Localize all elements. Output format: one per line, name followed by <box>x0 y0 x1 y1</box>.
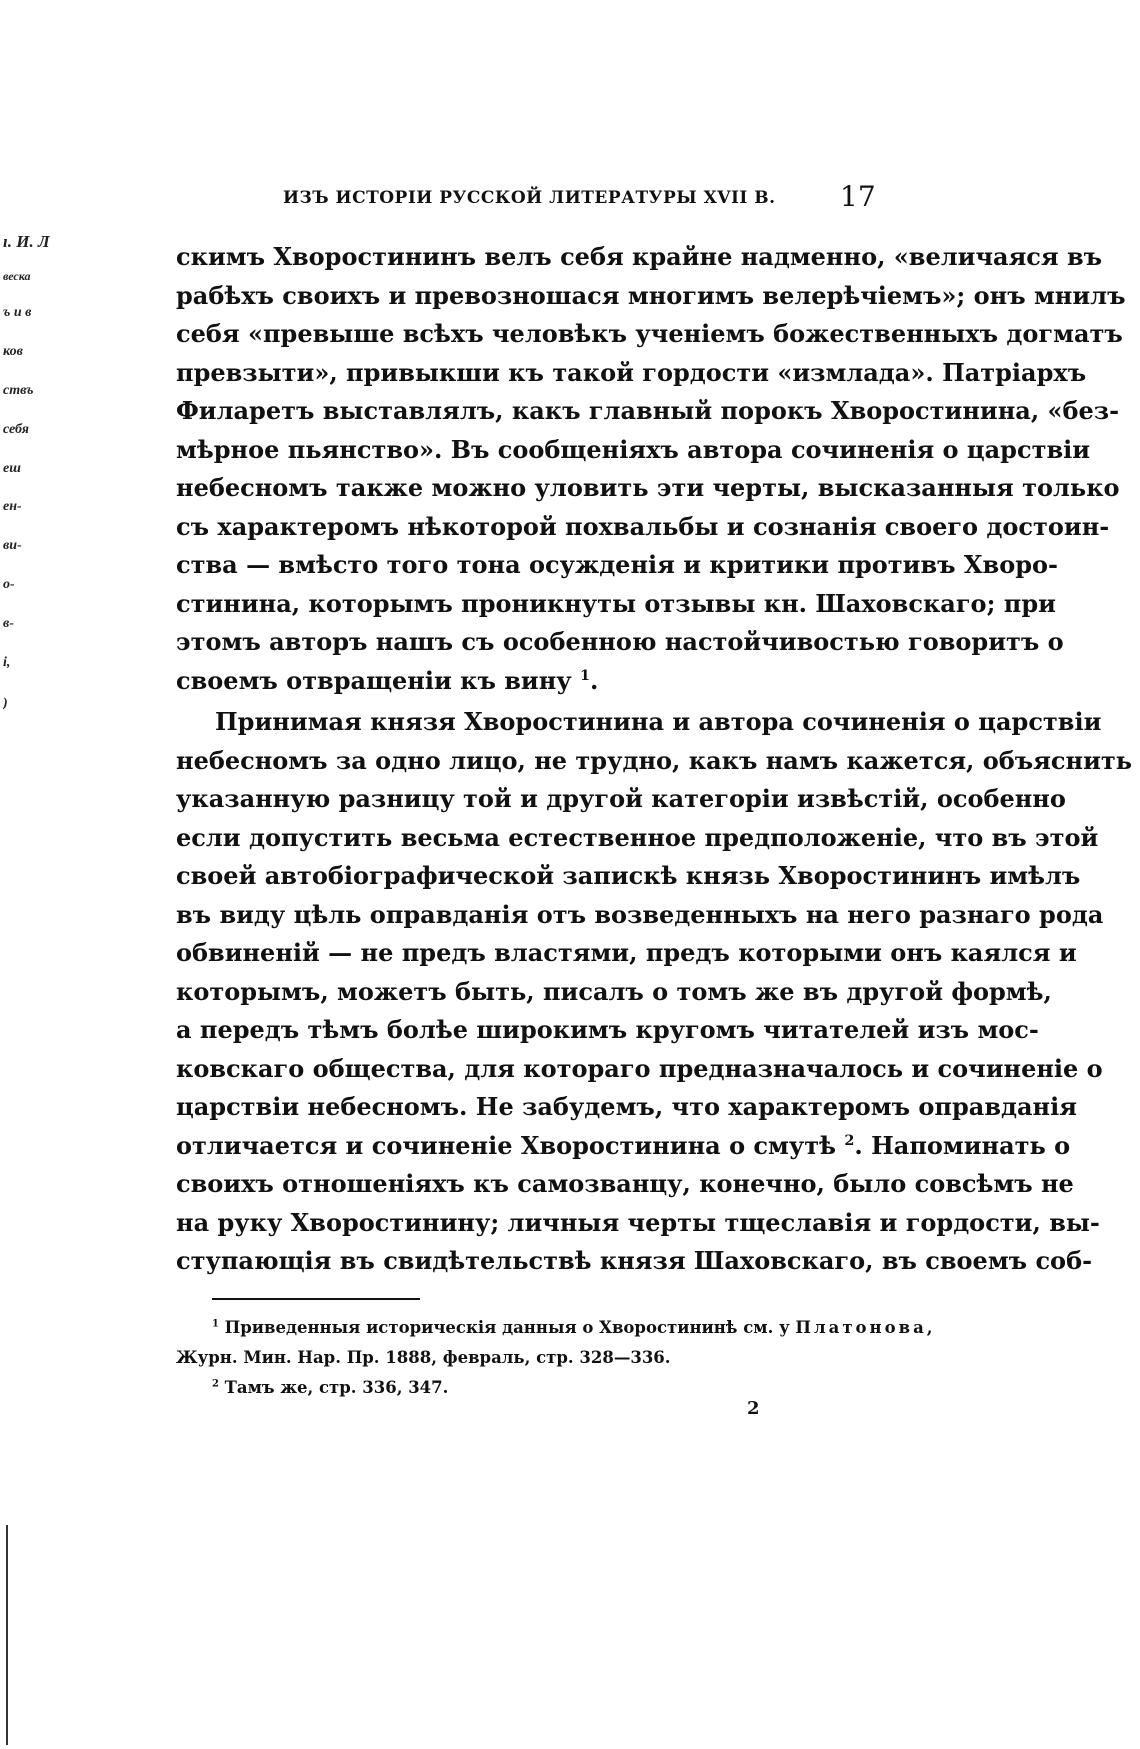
footnote-marker: 1 <box>212 1318 219 1330</box>
margin-fragment: ı. И. Л <box>3 233 50 250</box>
page-number: 17 <box>840 180 876 213</box>
text-line: небесномъ за одно лицо, не трудно, какъ намъ кажется, объяснить <box>176 745 1133 775</box>
text-line: на руку Хворостинину; личныя черты тщеславія и гордости, вы- <box>176 1207 1100 1237</box>
paragraph <box>176 238 1126 700</box>
footnote-text: Тамъ же, стр. 336, 347. <box>224 1378 449 1397</box>
text-fragment: своемъ отвращеніи къ вину <box>176 665 572 695</box>
binding-edge <box>6 1525 12 1745</box>
margin-fragment: і, <box>3 656 11 670</box>
margin-fragment: о- <box>3 578 15 592</box>
margin-fragment: ) <box>3 697 8 711</box>
footnote <box>176 1373 875 1403</box>
text-line: если допустить весьма естественное предположеніе, что въ этой <box>176 822 1099 852</box>
text-line: ства — вмѣсто того тона осужденія и критики противъ Хворо- <box>176 550 1058 579</box>
text-fragment: отличается и сочиненіе Хворостинина о смутѣ <box>176 1130 836 1160</box>
footnote <box>176 1313 936 1343</box>
text-line: которымъ, можетъ быть, писалъ о томъ же въ другой формѣ, <box>176 976 1052 1006</box>
text-line: въ виду цѣль оправданія отъ возведенныхъ на него разнаго рода <box>176 899 1104 929</box>
text-line: небесномъ также можно уловить эти черты, высказанныя только <box>176 473 1120 502</box>
text-line: Филаретъ выставлялъ, какъ главный порокъ Хворостинина, «без- <box>176 396 1120 425</box>
margin-fragment: себя <box>3 423 29 437</box>
text-line: обвиненій — не предъ властями, предъ которыми онъ каялся и <box>176 938 1077 967</box>
signature-mark: 2 <box>747 1398 760 1419</box>
text-line <box>176 1127 1071 1166</box>
text-line: этомъ авторъ нашъ съ особенною настойчивостью говоритъ о <box>176 627 1064 656</box>
margin-fragment: ви- <box>3 539 22 553</box>
text-line: своемъ отвращеніи къ вину $^1$. <box>176 665 599 695</box>
text-fragment: . Напоминать о <box>854 1130 1071 1160</box>
text-line: съ характеромъ нѣкоторой похвальбы и сознанія своего достоин- <box>176 511 1110 541</box>
running-title: ИЗЪ ИСТОРІИ РУССКОЙ ЛИТЕРАТУРЫ XVII В. <box>283 188 776 208</box>
running-head <box>0 180 1140 214</box>
margin-fragment: веска <box>3 270 31 282</box>
text-line: а передъ тѣмъ болѣе широкимъ кругомъ читателей изъ мос- <box>176 1015 1039 1044</box>
margin-fragment: ъ и в <box>3 306 32 320</box>
paragraph <box>176 703 1133 1281</box>
footnote-ref: 1 <box>580 666 591 684</box>
footnote-continuation: Журн. Мин. Нар. Пр. 1888, февраль, стр. 328—336. <box>176 1348 671 1367</box>
footnote-rule <box>212 1298 420 1300</box>
text-line: Принимая князя Хворостинина и автора сочиненія о царствіи <box>215 707 1102 736</box>
margin-fragment: ков <box>3 345 23 359</box>
text-line: себя «превыше всѣхъ человѣкъ ученіемъ божественныхъ догматъ <box>176 319 1123 348</box>
text-line: своихъ отношеніяхъ къ самозванцу, конечно, было совсѣмъ не <box>176 1169 1074 1198</box>
text-line: ступающія въ свидѣтельствѣ князя Шаховскаго, въ своемъ соб- <box>176 1246 1093 1275</box>
text-line: царствіи небесномъ. Не забудемъ, что характеромъ оправданія <box>176 1092 1077 1121</box>
margin-fragment: ен- <box>3 500 22 514</box>
footnote-ref: 2 <box>844 1131 855 1149</box>
text-line: рабѣхъ своихъ и превозношася многимъ велерѣчіемъ»; онъ мнилъ <box>176 280 1126 310</box>
margin-fragment: в- <box>3 617 14 631</box>
footnote-author: Платонова, <box>795 1318 936 1337</box>
margin-fragment: еш <box>3 462 21 476</box>
text-line: стинина, которымъ проникнуты отзывы кн. Шаховскаго; при <box>176 588 1056 618</box>
text-line: ковскаго общества, для котораго предназначалось и сочиненіе о <box>176 1053 1103 1083</box>
text-line: превзыти», привыкши къ такой гордости «измлада». Патріархъ <box>176 357 1087 387</box>
footnotes <box>176 1313 936 1403</box>
footnote-text: Приведенныя историческія данныя о Хворостининѣ см. у <box>224 1318 790 1337</box>
footnote-marker: 2 <box>212 1378 219 1390</box>
body-text <box>176 238 1133 1281</box>
margin-fragment: ствъ <box>3 384 34 398</box>
text-line: мѣрное пьянство». Въ сообщеніяхъ автора сочиненія о царствіи <box>176 434 1091 464</box>
text-line: указанную разницу той и другой категоріи извѣстій, особенно <box>176 784 1066 813</box>
text-line: своей автобіографической запискѣ князь Хворостининъ имѣлъ <box>176 861 1081 890</box>
text-line: скимъ Хворостининъ велъ себя крайне надменно, «величаяся въ <box>176 242 1103 271</box>
